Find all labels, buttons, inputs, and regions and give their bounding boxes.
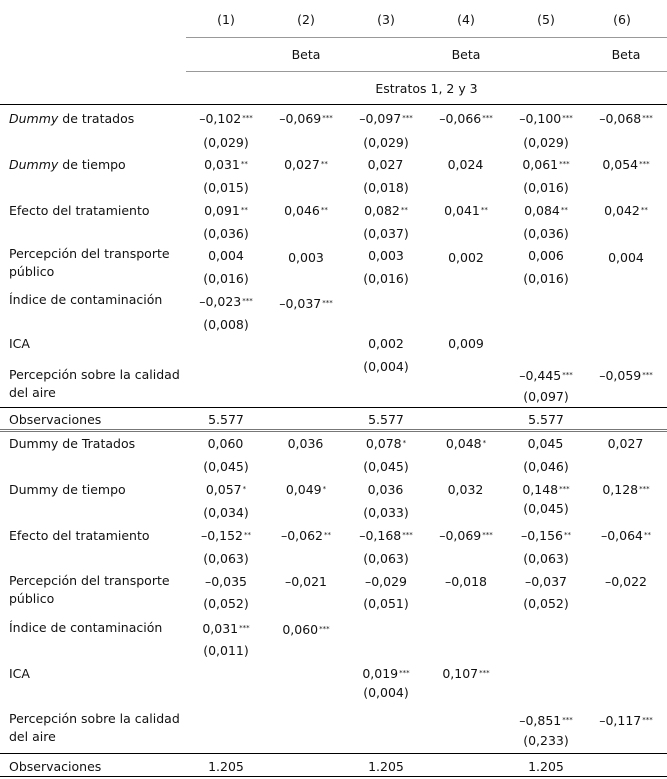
p2-obs-3: 1.205 <box>368 759 404 774</box>
p2-indice-se1: (0,011) <box>203 643 249 658</box>
p1-tratados-v2: –0,069*** <box>279 111 333 126</box>
p1-efecto-v2: 0,046** <box>284 203 328 218</box>
p2-aire-v6: –0,117*** <box>599 713 653 728</box>
p1-tratados-v6: –0,068*** <box>599 111 653 126</box>
p1-tiempo-v6: 0,054*** <box>602 157 650 172</box>
p1-tiempo-v2: 0,027** <box>284 157 328 172</box>
p1-tiempo-v4: 0,024 <box>447 157 484 172</box>
p1-indice-v2: –0,037*** <box>279 296 333 311</box>
p1-transp-v5: 0,006 <box>528 248 564 263</box>
p2-efecto-v3: –0,168*** <box>359 528 413 543</box>
row-label-dummy-tiempo: Dummy de tiempo <box>9 157 126 172</box>
p1-efecto-se3: (0,037) <box>363 226 409 241</box>
p2-tratados-v3: 0,078* <box>365 436 407 451</box>
p1-transp-v4: 0,002 <box>448 250 484 265</box>
p2-transp-v2: –0,021 <box>284 574 328 589</box>
beta-label-2: Beta <box>291 47 321 62</box>
p1-efecto-se1: (0,036) <box>203 226 249 241</box>
p1-tratados-v5: –0,100*** <box>519 111 573 126</box>
p2-tratados-v6: 0,027 <box>607 436 644 451</box>
row-label-percepcion-aire-2: Percepción sobre la calidad del aire <box>9 711 180 744</box>
p1-transp-v1: 0,004 <box>208 248 244 263</box>
beta-label-6: Beta <box>611 47 641 62</box>
p2-tiempo-se3: (0,033) <box>363 505 409 520</box>
p2-efecto-se1: (0,063) <box>203 551 249 566</box>
p1-tratados-v3: –0,097*** <box>359 111 413 126</box>
beta-label-4: Beta <box>451 47 481 62</box>
p2-tiempo-v6: 0,128*** <box>602 482 650 497</box>
p2-transp-v1: –0,035 <box>204 574 248 589</box>
p2-tratados-v1: 0,060 <box>207 436 244 451</box>
header-rule <box>186 37 667 38</box>
obs-rule-top-2 <box>0 753 667 754</box>
p1-tiempo-v1: 0,031** <box>204 157 248 172</box>
row-label-efecto: Efecto del tratamiento <box>9 203 150 218</box>
p2-tiempo-v1: 0,057* <box>205 482 247 497</box>
col-header-1: (1) <box>217 12 235 27</box>
col-header-5: (5) <box>537 12 555 27</box>
p1-obs-1: 5.577 <box>208 412 244 427</box>
p2-transp-se3: (0,051) <box>363 596 409 611</box>
p2-aire-v5: –0,851*** <box>519 713 573 728</box>
row-label-ica-2: ICA <box>9 666 30 681</box>
table-bottom-rule <box>0 776 667 777</box>
p2-tratados-se3: (0,045) <box>363 459 409 474</box>
p2-aire-se5: (0,233) <box>523 733 569 748</box>
p1-transp-v2: 0,003 <box>288 250 324 265</box>
p1-efecto-v5: 0,084** <box>524 203 568 218</box>
p2-transp-se5: (0,052) <box>523 596 569 611</box>
p2-tratados-v2: 0,036 <box>287 436 324 451</box>
p2-efecto-v1: –0,152** <box>200 528 252 543</box>
row-label-ica: ICA <box>9 336 30 351</box>
p2-efecto-se5: (0,063) <box>523 551 569 566</box>
row-label-dummy-tratados-2: Dummy de Tratados <box>9 436 136 451</box>
p1-ica-se3: (0,004) <box>363 359 409 374</box>
p1-tratados-v1: –0,102*** <box>199 111 253 126</box>
p2-transp-v4: –0,018 <box>444 574 488 589</box>
p1-tratados-v4: –0,066*** <box>439 111 493 126</box>
p1-aire-v6: –0,059*** <box>599 368 653 383</box>
panel-separator <box>0 429 667 432</box>
p1-indice-v1: –0,023*** <box>199 294 253 309</box>
p1-obs-3: 5.577 <box>368 412 404 427</box>
beta-rule <box>186 71 667 72</box>
row-label-percepcion-aire: Percepción sobre la calidad del aire <box>9 367 180 400</box>
header-bottom-rule <box>0 104 667 105</box>
col-header-2: (2) <box>297 12 315 27</box>
p2-obs-1: 1.205 <box>208 759 244 774</box>
p2-efecto-se3: (0,063) <box>363 551 409 566</box>
p2-tratados-se1: (0,045) <box>203 459 249 474</box>
p1-transp-v6: 0,004 <box>608 250 644 265</box>
p2-transp-v3: –0,029 <box>364 574 408 589</box>
p1-tratados-se1: (0,029) <box>203 135 249 150</box>
p2-tratados-se5: (0,046) <box>523 459 569 474</box>
p1-indice-se1: (0,008) <box>203 317 249 332</box>
p2-ica-v3: 0,019*** <box>362 666 410 681</box>
col-header-3: (3) <box>377 12 395 27</box>
p2-tiempo-v5: 0,148*** <box>522 482 570 497</box>
p2-tiempo-se5: (0,045) <box>523 501 569 516</box>
p2-obs-5: 1.205 <box>528 759 564 774</box>
p1-transp-se5: (0,016) <box>523 271 569 286</box>
p1-tiempo-v3: 0,027 <box>367 157 404 172</box>
p2-transp-v5: –0,037 <box>524 574 568 589</box>
p1-efecto-v3: 0,082** <box>364 203 408 218</box>
p1-tiempo-se3: (0,018) <box>363 180 409 195</box>
p1-aire-v5: –0,445*** <box>519 368 573 383</box>
p2-tratados-v5: 0,045 <box>527 436 564 451</box>
p1-tiempo-se5: (0,016) <box>523 180 569 195</box>
p2-efecto-v2: –0,062** <box>280 528 332 543</box>
p1-aire-se5: (0,097) <box>523 389 569 404</box>
row-label-observaciones-1: Observaciones <box>9 412 102 427</box>
p1-ica-v4: 0,009 <box>448 336 484 351</box>
row-label-efecto-2: Efecto del tratamiento <box>9 528 150 543</box>
row-label-indice-2: Índice de contaminación <box>9 620 163 635</box>
p1-tratados-se3: (0,029) <box>363 135 409 150</box>
p2-indice-v1: 0,031*** <box>202 621 250 636</box>
p1-transp-se1: (0,016) <box>203 271 249 286</box>
p2-tiempo-se1: (0,034) <box>203 505 249 520</box>
p2-ica-se3: (0,004) <box>363 685 409 700</box>
p2-indice-v2: 0,060*** <box>282 622 330 637</box>
p1-efecto-v6: 0,042** <box>604 203 648 218</box>
row-label-percepcion-transporte-2: Percepción del transporte público <box>9 573 170 606</box>
p2-tiempo-v2: 0,049* <box>285 482 327 497</box>
p2-efecto-v6: –0,064** <box>600 528 652 543</box>
p1-tiempo-se1: (0,015) <box>203 180 249 195</box>
p2-ica-v4: 0,107*** <box>442 666 490 681</box>
row-label-dummy-tratados: Dummy de tratados <box>9 111 135 126</box>
p2-efecto-v4: –0,069*** <box>439 528 493 543</box>
p1-transp-v3: 0,003 <box>368 248 404 263</box>
p1-efecto-v4: 0,041** <box>444 203 488 218</box>
p2-tiempo-v3: 0,036 <box>367 482 404 497</box>
p1-transp-se3: (0,016) <box>363 271 409 286</box>
col-header-4: (4) <box>457 12 475 27</box>
obs-rule-top-1 <box>0 407 667 408</box>
p1-obs-5: 5.577 <box>528 412 564 427</box>
p2-transp-v6: –0,022 <box>604 574 648 589</box>
p2-transp-se1: (0,052) <box>203 596 249 611</box>
col-header-6: (6) <box>613 12 631 27</box>
p2-tiempo-v4: 0,032 <box>447 482 484 497</box>
p2-tratados-v4: 0,048* <box>445 436 487 451</box>
row-label-observaciones-2: Observaciones <box>9 759 102 774</box>
p2-efecto-v5: –0,156** <box>520 528 572 543</box>
p1-ica-v3: 0,002 <box>368 336 404 351</box>
p1-efecto-v1: 0,091** <box>204 203 248 218</box>
p1-tiempo-v5: 0,061*** <box>522 157 570 172</box>
strata-label: Estratos 1, 2 y 3 <box>375 81 478 96</box>
row-label-percepcion-transporte: Percepción del transporte público <box>9 246 170 279</box>
row-label-dummy-tiempo-2: Dummy de tiempo <box>9 482 126 497</box>
row-label-indice: Índice de contaminación <box>9 292 163 307</box>
p1-efecto-se5: (0,036) <box>523 226 569 241</box>
p1-tratados-se5: (0,029) <box>523 135 569 150</box>
